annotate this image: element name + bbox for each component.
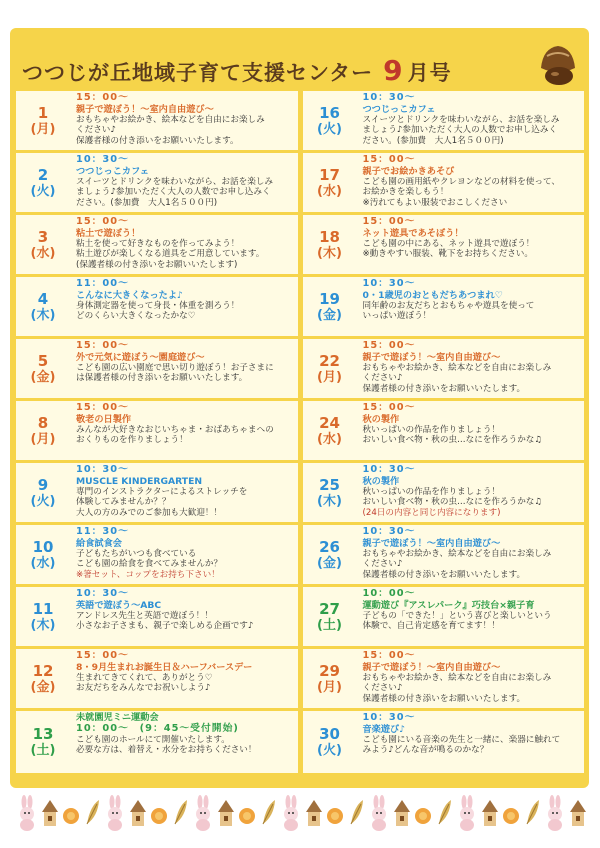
entry-body [357,153,585,212]
leaf-icon [439,800,451,824]
entry-weekday: (月) [317,679,342,695]
entry-heading: 給食試食会 [76,537,122,549]
entry-weekday: (火) [30,183,56,199]
entry-day: 12 [32,661,54,680]
entry-text: 保護者様の付き添いをお願いいたします。 [76,135,239,146]
entry-weekday: (木) [30,307,56,323]
entry-time: 15：00～ [76,340,129,351]
entry-text: 体験で、自己肯定感を育てます！！ [362,621,500,632]
schedule-entry [303,525,585,584]
schedule-entry [16,153,298,212]
entry-text: ださい。(参加費 大人1名５００円) [362,135,504,146]
entry-text: こども園の給食を食べてみませんか？ [76,559,223,570]
entry-weekday: (木) [317,493,342,509]
entry-date [16,587,70,646]
entry-date [303,587,357,646]
entry-text: 秋いっぱいの作品を作りましょう！ [362,486,501,497]
entry-weekday: (金) [30,679,56,695]
rabbit-icon [284,795,298,831]
acorn-icon [570,800,586,826]
entry-weekday: (月) [317,369,342,385]
entry-heading: 運動遊び『アスレパーク』巧技台×親子育 [362,599,535,611]
schedule-entry [16,215,298,274]
entry-text: ましょう♪参加いただく大人の人数でお申し込みく [362,125,558,136]
entry-heading: 8・9月生まれお誕生日＆ハーフバースデー [76,661,253,673]
entry-body [357,587,585,646]
schedule-entry [16,401,298,460]
entry-text: おいしい食べ物・秋の虫…なにを作ろうかな♫ [362,435,543,446]
entry-text: 専門のインストラクターによるストレッチを [76,486,248,497]
entry-text: 小さなお子さまも、親子で楽しめる企画です♪ [76,621,254,632]
entry-time: 10：00～ [362,588,416,599]
entry-time: 10：30～ [362,464,416,475]
entry-time: 10：30～ [362,278,416,289]
schedule-entry [16,649,298,708]
entry-text: 保護者様の付き添いをお願いいたします。 [362,383,526,394]
entry-date [16,401,70,460]
entry-weekday: (土) [317,617,342,633]
entry-day: 4 [37,289,49,308]
entry-text: おもちゃやお絵かき、絵本などを自由にお楽しみ [362,362,552,373]
entry-text: こども園の広い園庭で思い切り遊ぼう！お子さまに [76,362,274,373]
entry-day: 30 [319,725,340,743]
entry-text: みんなが大好きなおじいちゃま・おばあちゃまへの [76,424,274,435]
chestnut-icon [503,808,519,824]
entry-text: ※動きやすい服装、靴下をお持ちください。 [362,249,533,260]
entry-date [303,525,357,584]
entry-text: どのくらい大きくなったかな♡ [76,311,196,322]
acorn-icon [130,800,146,826]
entry-heading: 親子で遊ぼう！～室内自由遊び～ [76,103,214,115]
entry-weekday: (月) [30,121,56,137]
entry-time: 10：30～ [76,588,129,599]
entry-text: ださい。(参加費 大人1名５００円) [76,197,218,208]
rabbit-icon [108,795,122,831]
entry-text: 粘土を使って好きなものを作ってみよう！ [76,238,240,249]
entry-text: ください♪ [362,559,403,570]
entry-day: 29 [319,661,340,680]
entry-weekday: (火) [30,493,56,509]
entry-heading: こんなに大きくなったよ♪ [76,289,183,301]
entry-time: 10：30～ [362,526,416,537]
entry-time: 10：00～ (9：45～受付開始) [76,723,239,734]
title-suffix: 月号 [407,61,452,85]
entry-day: 27 [319,599,340,618]
schedule-entry [16,711,298,773]
chestnut-icon [239,808,255,824]
schedule-entry [303,587,585,646]
schedule-entry [303,711,585,773]
entry-heading: 親子でお絵かきあそび [362,165,455,177]
entry-body [357,401,585,460]
entry-body [357,215,585,274]
leaf-icon [263,800,275,824]
entry-date [16,525,70,584]
entry-weekday: (金) [317,307,342,323]
entry-body [357,463,585,522]
entry-text: ください♪ [362,683,403,694]
schedule-entry [16,91,298,150]
entry-note: (24日の内容と同じ内容になります) [362,507,501,518]
entry-date [303,463,357,522]
entry-time: 11：30～ [76,526,129,537]
entry-weekday: (木) [317,245,342,261]
schedule-entry [303,153,585,212]
schedule-entry [16,587,298,646]
entry-text: 身体測定器を使って身長・体重を測ろう！ [76,300,240,311]
schedule-column-left [16,91,298,784]
chestnut-icon [327,808,343,824]
entry-body [70,215,298,274]
entry-text: こども園のホールにて開催いたします。 [76,734,230,745]
leaf-icon [351,800,363,824]
rabbit-icon [20,795,34,831]
entry-text: アンドレス先生と英語で遊ぼう！！ [76,610,213,621]
acorn-icon [218,800,234,826]
entry-time: 15：00～ [76,216,129,227]
entry-text: スイーツとドリンクを味わいながら、お話を楽しみ [76,176,273,187]
entry-day: 10 [32,537,54,556]
entry-date [303,649,357,708]
entry-body [357,339,585,398]
entry-text: 生まれてきてくれて、ありがとう♡ [76,672,213,683]
entry-heading: 親子で遊ぼう！～室内自由遊び～ [362,661,501,673]
entry-text: おもちゃやお絵かき、絵本などを自由にお楽しみ [362,548,552,559]
entry-text: 子どもたちがいつも食べている [76,548,197,559]
schedule-grid [16,91,584,784]
entry-day: 19 [319,289,340,308]
entry-text: 子どもの「できた！」という喜びと楽しいという [362,610,552,621]
entry-weekday: (月) [30,431,56,447]
entry-date [303,153,357,212]
entry-heading: 敬老の日製作 [76,413,132,425]
entry-text: 粘土遊びが楽しくなる道具をご用意しています。 [76,249,265,260]
entry-text: おもちゃやお絵かき、絵本などを自由にお楽しみ [362,672,552,683]
entry-date [303,91,357,150]
entry-time: 10：30～ [76,154,129,165]
entry-text: こども園にいる音楽の先生と一緒に、楽器に触れて [362,734,561,745]
entry-text: ください♪ [76,125,116,136]
entry-heading: 音楽遊び♪ [362,723,406,735]
entry-weekday: (水) [30,555,56,571]
schedule-entry [16,339,298,398]
entry-heading: 外で元気に遊ぼう～園庭遊び～ [76,351,205,363]
entry-text: 秋いっぱいの作品を作りましょう！ [362,424,501,435]
entry-body [70,649,298,708]
entry-weekday: (金) [317,555,342,571]
entry-heading: 0・1歳児のおともだちあつまれ♡ [362,289,503,301]
schedule-entry [303,649,585,708]
entry-body [70,277,298,336]
rabbit-icon [196,795,210,831]
entry-text: ※汚れてもよい服装でおこしください [362,197,508,208]
entry-day: 1 [37,103,49,122]
entry-body [357,91,585,150]
entry-text: おくりものを作りましょう！ [76,435,188,446]
entry-date [16,91,70,150]
entry-date [303,711,357,773]
rabbit-icon [372,795,386,831]
entry-day: 5 [37,351,49,370]
entry-body [70,525,298,584]
entry-date [16,711,70,773]
entry-weekday: (木) [30,617,56,633]
schedule-entry [303,215,585,274]
schedule-entry [303,277,585,336]
entry-day: 8 [37,413,49,432]
leaf-icon [527,800,539,824]
entry-body [70,463,298,522]
entry-weekday: (土) [30,743,56,758]
entry-heading: 秋の製作 [362,413,400,425]
entry-text: おもちゃやお絵かき、絵本などを自由にお楽しみ [76,114,265,125]
entry-day: 11 [32,599,54,618]
entry-body [357,277,585,336]
entry-text: 必要な方は、着替え・水分をお持ちください！ [76,745,257,756]
entry-text: スイーツとドリンクを味わいながら、お話を楽しみ [362,114,560,125]
entry-day: 3 [37,227,49,246]
entry-weekday: (水) [317,183,342,199]
entry-heading: 親子で遊ぼう！～室内自由遊び～ [362,351,501,363]
entry-time: 15：00～ [362,154,416,165]
entry-date [16,649,70,708]
entry-time: 15：00～ [362,402,416,413]
entry-heading: 親子で遊ぼう！～室内自由遊び～ [362,537,501,549]
entry-text: みよう♪どんな音が鳴るのかな？ [362,745,489,756]
schedule-entry [303,401,585,460]
entry-heading: ネット遊具であそぼう！ [362,227,464,239]
entry-heading: つつじっこカフェ [76,165,150,177]
acorn-icon [482,800,498,826]
entry-text: は保護者様の付き添いをお願いいたします。 [76,373,248,384]
entry-weekday: (水) [317,431,342,447]
entry-day: 24 [319,413,340,432]
entry-text: いっぱい遊ぼう！ [362,311,432,322]
chestnut-icon [415,808,431,824]
entry-heading: つつじっこカフェ [362,103,436,115]
entry-text: 同年齢のお友だちとおもちゃや遊具を使って [362,300,535,311]
leaf-icon [175,800,187,824]
entry-heading: 未就園児ミニ運動会 [76,712,159,723]
entry-heading: MUSCLE KINDERGARTEN [76,475,203,487]
rabbit-icon [548,795,562,831]
entry-body [70,339,298,398]
acorn-icon [306,800,322,826]
entry-body [70,153,298,212]
entry-date [16,153,70,212]
schedule-entry [16,277,298,336]
entry-text: 体験してみませんか？？ [76,497,171,508]
entry-day: 18 [319,227,340,246]
entry-body [70,401,298,460]
entry-time: 10：30～ [76,464,129,475]
entry-note: ※箸セット、コップをお持ち下さい！ [76,569,220,580]
entry-date [16,277,70,336]
schedule-column-right [303,91,585,784]
entry-day: 16 [319,103,340,122]
chestnut-icon [63,808,79,824]
entry-time: 15：00～ [76,92,129,103]
entry-body [70,587,298,646]
page-title [22,54,452,92]
entry-date [303,215,357,274]
entry-body [70,91,298,150]
entry-day: 22 [319,351,340,370]
entry-date [303,277,357,336]
title-month: 9 [383,54,404,87]
schedule-entry [303,339,585,398]
entry-text: ましょう♪参加いただく大人の人数でお申し込みく [76,187,271,198]
entry-text: こども園の中にある、ネット遊具で遊ぼう！ [362,238,535,249]
entry-time: 11：00～ [76,278,129,289]
entry-text: お絵かきを楽しもう！ [362,187,449,198]
entry-date [303,339,357,398]
entry-time: 15：00～ [362,650,416,661]
entry-text: ください♪ [362,373,403,384]
schedule-entry [303,91,585,150]
entry-heading: 粘土で遊ぼう！ [76,227,141,239]
entry-date [303,401,357,460]
entry-day: 9 [37,475,49,494]
entry-heading: 英語で遊ぼう～ABC [76,599,162,611]
entry-text: おいしい食べ物・秋の虫…なにを作ろうかな♫ [362,497,543,508]
chestnut-icon [151,808,167,824]
entry-weekday: (火) [317,121,342,137]
entry-date [16,339,70,398]
acorn-icon [394,800,410,826]
title-main: つつじが丘地域子育て支援センター [22,61,374,85]
entry-date [16,215,70,274]
entry-text: (保護者様の付き添いをお願いいたします) [76,259,238,270]
schedule-entry [16,463,298,522]
entry-weekday: (水) [30,245,56,261]
schedule-entry [16,525,298,584]
entry-time: 15：00～ [362,216,416,227]
entry-day: 17 [319,165,340,184]
entry-weekday: (火) [317,743,342,758]
entry-body [70,711,298,773]
bottom-decoration [10,792,590,832]
entry-body [357,649,585,708]
entry-text: こども園の画用紙やクレヨンなどの材料を使って、 [362,176,560,187]
entry-text: 保護者様の付き添いをお願いいたします。 [362,693,526,704]
acorn-icon [42,800,58,826]
entry-day: 26 [319,537,340,556]
entry-heading: 秋の製作 [362,475,400,487]
chestnut-icon [533,38,583,88]
entry-text: 大人の方のみでのご参加も大歓迎！！ [76,507,223,518]
entry-day: 25 [319,475,340,494]
entry-body [357,711,585,773]
entry-time: 15：00～ [76,402,129,413]
rabbit-icon [460,795,474,831]
entry-day: 13 [32,725,54,743]
entry-time: 15：00～ [362,340,416,351]
entry-time: 15：00～ [76,650,129,661]
entry-time: 10：30～ [362,712,416,723]
schedule-entry [303,463,585,522]
entry-body [357,525,585,584]
entry-text: お友だちをみんなでお祝いしよう♪ [76,683,211,694]
entry-weekday: (金) [30,369,56,385]
entry-day: 2 [37,165,49,184]
leaf-icon [87,800,99,824]
entry-time: 10：30～ [362,92,416,103]
entry-text: 保護者様の付き添いをお願いいたします。 [362,569,526,580]
entry-date [16,463,70,522]
